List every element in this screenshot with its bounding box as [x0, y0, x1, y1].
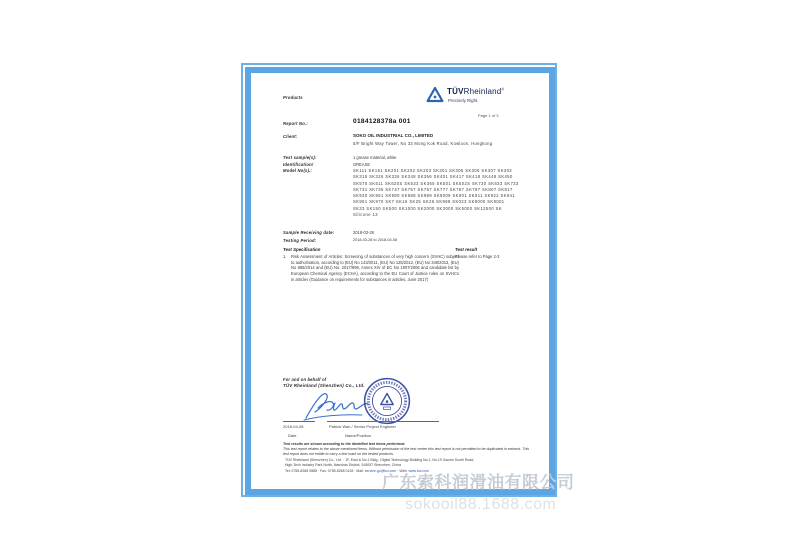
- tuv-logo-text: [447, 87, 504, 96]
- tuv-triangle-icon: [426, 86, 444, 109]
- model-line: SK111 SK151 SK201 SK202 SK203 SK301 SK305 SK306 SK307 SK302: [353, 168, 513, 173]
- page-number: Page 1 of 3: [478, 113, 499, 118]
- receiving-date-label: Sample Receiving date:: [283, 230, 335, 235]
- model-numbers-list: [353, 168, 545, 218]
- testing-period-value: 2018-03-28 to 2018-04-08: [353, 238, 398, 242]
- footer-contact-pre: Tel: 0755-8268 0888 · Fax: 0755-8268 0128 · Mail:: [285, 469, 365, 473]
- receiving-date-value: 2018-03-28: [353, 230, 374, 235]
- footer-note-1: Test results are shown according to the identified test items performed.: [283, 442, 406, 446]
- name-signature-line: [327, 421, 439, 422]
- behalf-line1: For and on behalf of: [283, 377, 327, 382]
- registered-mark: ®: [501, 87, 505, 92]
- identification-label-line1: Identification/: [283, 162, 314, 167]
- tuv-logo-bold: TÜV: [447, 87, 464, 96]
- report-no-label: Report No.:: [283, 121, 308, 126]
- sign-date-value: 2018-04-08: [283, 424, 304, 429]
- tuv-logo-rest: Rheinland: [463, 87, 502, 96]
- model-line: SK570 SK611 SK620S SK633 SK365 SK501 SK502S SK730 SK633 SK733: [353, 180, 519, 186]
- client-name: SOKO OIL INDUSTRIAL CO., LIMITED: [353, 133, 434, 138]
- certificate-document: [252, 74, 542, 482]
- footer-mail-link: service-gc@tuv.com: [364, 469, 397, 473]
- footer-contact-mid: · Web:: [396, 469, 409, 473]
- products-label: Products: [283, 95, 303, 100]
- model-line: Silicone 13: [353, 212, 378, 218]
- sign-name-value: Patrick Wan / Senior Project Engineer: [329, 424, 396, 429]
- test-specification-heading: Test Specification: [283, 247, 321, 252]
- model-line: SK33 SK150 SK500 SK1000 SK2000 SK3000 SK5000 SK12500 SK: [353, 205, 503, 211]
- test-sample-value: 1 grease material, white: [353, 155, 397, 160]
- model-line: SK951 SK970 SK7 SK16 SK25 SK26 SK988 SK023 SK9000 SK9001: [353, 199, 505, 205]
- report-no-value: 0184128378a 001: [353, 118, 411, 125]
- model-line: SK731 SK736 SK747 SK757 SK767 SK777 SK787 SK797 SK807 SK817: [353, 186, 513, 192]
- model-line: SK315 SK326 SK336 SK348 SK356 SK401 SK417 SK418 SK448 SK450: [353, 174, 513, 180]
- identification-value: GREASE: [353, 162, 371, 167]
- model-line: SK930 SK951 SK980 SK988 SK989 SK9009 SK901 SK911 SK922 SK941: [353, 193, 516, 199]
- identification-label-line2: Model No(s).:: [283, 168, 313, 173]
- footer-web-link: www.tuv.com: [408, 469, 429, 473]
- watermark-shop-url: sokooil88.1688.com: [405, 496, 557, 513]
- test-sample-label: Test sample(s):: [283, 155, 317, 160]
- client-label: Client:: [283, 134, 298, 139]
- testing-period-label: Testing Period:: [283, 238, 317, 243]
- tuv-tagline: Precisely Right.: [448, 98, 479, 103]
- footer-address: TÜV Rheinland (Shenzhen) Co., Ltd. · 1F, East & No.1 Bldg., Digital Technology Building No.1, No.19 Gaoxin South Road, High-Tech Industry Park North, Nanshan District, 518057 Shenzhen, China: [285, 458, 475, 467]
- date-caption: Date: [288, 433, 297, 438]
- company-seal: [363, 377, 411, 430]
- client-address: 5/F Bright Way Tower, No 33 Mong Kok Road, Kowloon, Hongkong: [353, 141, 493, 146]
- spec-item-number: 1.: [283, 254, 287, 259]
- footer-note-2: This test report relates to the above mentioned items. Without permission of the test center this test report is not permitted to be duplicated in extracts. This test report does not entitle to carry a test mark on the tested products.: [283, 447, 530, 456]
- behalf-line2: TÜV Rheinland (Shenzhen) Co., Ltd.: [283, 383, 365, 388]
- test-result-heading: Test result: [455, 247, 478, 252]
- watermark-company-name: 广东索科润滑油有限公司: [382, 473, 575, 492]
- test-result-value: Please refer to Page 2-3: [455, 254, 500, 259]
- date-signature-line: [283, 421, 315, 422]
- name-position-caption: Name/Position: [345, 433, 372, 438]
- spec-item-text: Risk Assessment of Articles: Screening of substances of very high concern (SVHC) subject to authorisation, according to (EU) No 143/2011, (EU) No 125/2012, (EU) No 348/2013, (EU) No 895/2014 and (EU) No. 2017/999, Annex XIV of EC No 1907/2006 and candidate list by European Chemical Agency (ECHA), according to the EU Court of Justice rules on SVHCs in articles (Guidance on requirements for substances in articles, June 2017): [291, 254, 459, 282]
